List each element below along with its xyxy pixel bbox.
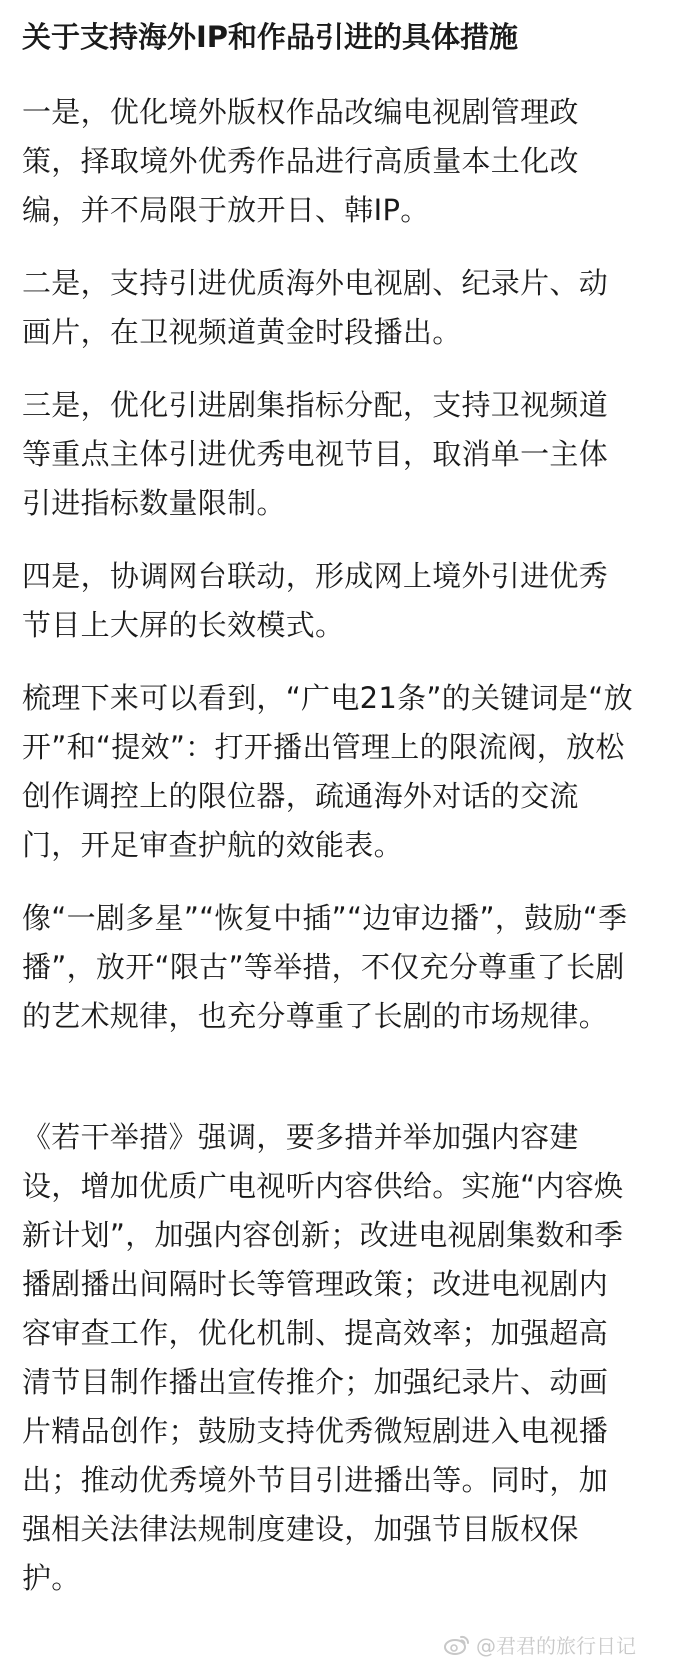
text-line: 四是，协调网台联动，形成网上境外引进优秀 bbox=[22, 559, 609, 593]
text-line: 三是，优化引进剧集指标分配，支持卫视频道 bbox=[22, 388, 609, 422]
text-line: 开”和“提效”：打开播出管理上的限流阀，放松 bbox=[22, 730, 625, 764]
text-line: 《若干举措》强调，要多措并举加强内容建 bbox=[22, 1120, 579, 1154]
paragraph-4 bbox=[22, 552, 662, 650]
text-line: 强相关法律法规制度建设，加强节目版权保 bbox=[22, 1512, 579, 1546]
text-line: 播”，放开“限古”等举措，不仅充分尊重了长剧 bbox=[22, 950, 625, 984]
article bbox=[22, 14, 662, 1627]
watermark bbox=[444, 1630, 636, 1659]
text-line: 引进指标数量限制。 bbox=[22, 486, 286, 520]
text-line: 容审查工作，优化机制、提高效率；加强超高 bbox=[22, 1316, 609, 1350]
article-title: 关于支持海外IP和作品引进的具体措施 bbox=[22, 20, 519, 54]
paragraph-6 bbox=[22, 894, 662, 1041]
text-line: 清节目制作播出宣传推介；加强纪录片、动画 bbox=[22, 1365, 609, 1399]
text-line: 画片，在卫视频道黄金时段播出。 bbox=[22, 315, 462, 349]
text-line: 护。 bbox=[22, 1561, 81, 1595]
paragraph-7 bbox=[22, 1113, 662, 1603]
text-line: 等重点主体引进优秀电视节目，取消单一主体 bbox=[22, 437, 609, 471]
text-line: 创作调控上的限位器，疏通海外对话的交流 bbox=[22, 779, 579, 813]
paragraph-3 bbox=[22, 381, 662, 528]
text-line: 门，开足审查护航的效能表。 bbox=[22, 828, 403, 862]
text-line: 新计划”，加强内容创新；改进电视剧集数和季 bbox=[22, 1218, 624, 1252]
text-line: 节目上大屏的长效模式。 bbox=[22, 608, 345, 642]
text-line: 梳理下来可以看到，“广电21条”的关键词是“放 bbox=[22, 681, 633, 715]
paragraph-2 bbox=[22, 259, 662, 357]
paragraph-spacer bbox=[22, 1065, 662, 1113]
text-line: 策，择取境外优秀作品进行高质量本土化改 bbox=[22, 144, 579, 178]
paragraph-1 bbox=[22, 88, 662, 235]
weibo-icon bbox=[444, 1634, 470, 1656]
text-line: 片精品创作；鼓励支持优秀微短剧进入电视播 bbox=[22, 1414, 609, 1448]
text-line: 像“一剧多星”“恢复中插”“边审边播”，鼓励“季 bbox=[22, 901, 628, 935]
text-line: 设，增加优质广电视听内容供给。实施“内容焕 bbox=[22, 1169, 624, 1203]
text-line: 的艺术规律，也充分尊重了长剧的市场规律。 bbox=[22, 999, 609, 1033]
text-line: 播剧播出间隔时长等管理政策；改进电视剧内 bbox=[22, 1267, 609, 1301]
text-line: 出；推动优秀境外节目引进播出等。同时，加 bbox=[22, 1463, 609, 1497]
text-line: 二是，支持引进优质海外电视剧、纪录片、动 bbox=[22, 266, 609, 300]
watermark-text: @君君的旅行日记 bbox=[476, 1634, 636, 1658]
paragraph-5 bbox=[22, 674, 662, 870]
text-line: 一是，优化境外版权作品改编电视剧管理政 bbox=[22, 95, 579, 129]
text-line: 编，并不局限于放开日、韩IP。 bbox=[22, 193, 430, 227]
